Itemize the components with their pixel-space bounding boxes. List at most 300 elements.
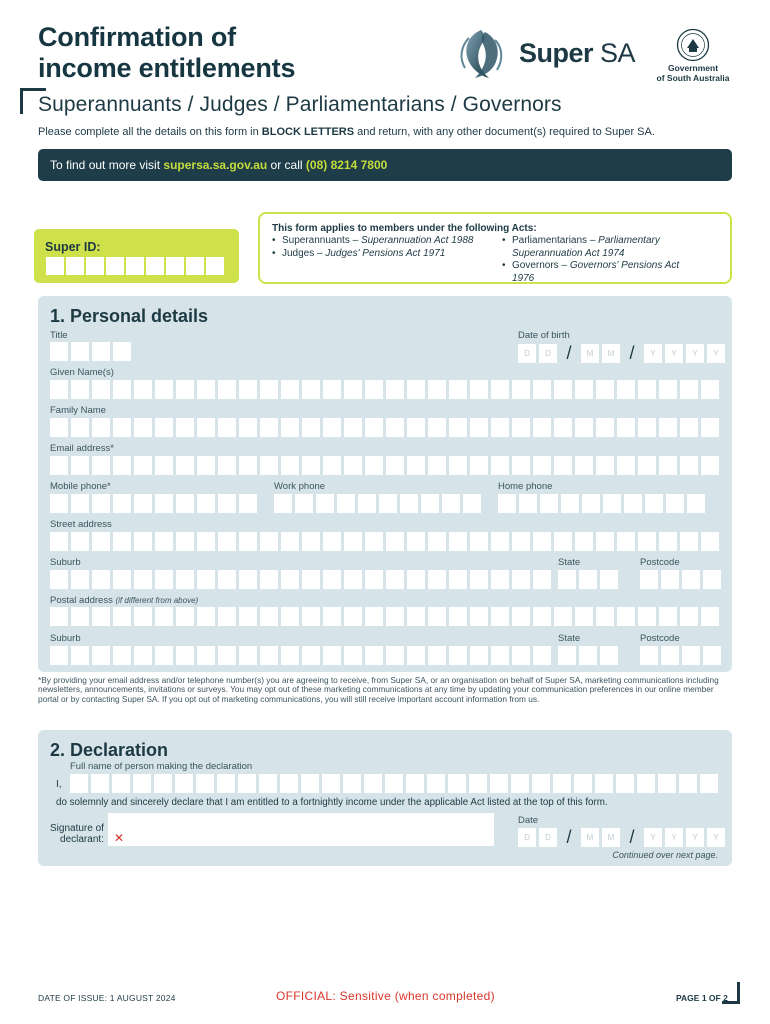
char-box[interactable]: [533, 570, 551, 589]
char-box[interactable]: [659, 456, 677, 475]
char-box[interactable]: [554, 532, 572, 551]
char-box[interactable]: [617, 607, 635, 626]
char-box[interactable]: [302, 532, 320, 551]
char-box[interactable]: [322, 774, 340, 793]
char-box[interactable]: [155, 418, 173, 437]
char-box[interactable]: [302, 418, 320, 437]
char-box[interactable]: [218, 646, 236, 665]
char-box[interactable]: [197, 456, 215, 475]
char-box[interactable]: [600, 570, 618, 589]
char-box[interactable]: [575, 456, 593, 475]
char-box[interactable]: [659, 380, 677, 399]
char-box[interactable]: [176, 380, 194, 399]
char-box[interactable]: [512, 532, 530, 551]
char-box[interactable]: [428, 456, 446, 475]
char-box[interactable]: [259, 774, 277, 793]
char-box[interactable]: [637, 774, 655, 793]
char-box[interactable]: [703, 646, 721, 665]
char-box[interactable]: [533, 607, 551, 626]
day-box[interactable]: D: [539, 344, 557, 363]
char-box[interactable]: [386, 607, 404, 626]
char-box[interactable]: [511, 774, 529, 793]
char-box[interactable]: [50, 532, 68, 551]
char-box[interactable]: [71, 532, 89, 551]
char-box[interactable]: [554, 380, 572, 399]
year-box[interactable]: Y: [686, 344, 704, 363]
char-box[interactable]: [386, 570, 404, 589]
char-box[interactable]: [274, 494, 292, 513]
char-box[interactable]: [442, 494, 460, 513]
char-box[interactable]: [600, 646, 618, 665]
char-box[interactable]: [113, 570, 131, 589]
char-box[interactable]: [91, 774, 109, 793]
year-box[interactable]: Y: [665, 344, 683, 363]
char-box[interactable]: [238, 774, 256, 793]
char-box[interactable]: [449, 607, 467, 626]
char-box[interactable]: [645, 494, 663, 513]
char-box[interactable]: [596, 607, 614, 626]
char-box[interactable]: [386, 532, 404, 551]
char-box[interactable]: [638, 418, 656, 437]
char-box[interactable]: [638, 532, 656, 551]
char-box[interactable]: [239, 532, 257, 551]
char-box[interactable]: [554, 456, 572, 475]
char-box[interactable]: [616, 774, 634, 793]
char-box[interactable]: [113, 380, 131, 399]
char-box[interactable]: [344, 380, 362, 399]
char-box[interactable]: [680, 418, 698, 437]
char-box[interactable]: [134, 607, 152, 626]
char-box[interactable]: [197, 380, 215, 399]
char-box[interactable]: [281, 570, 299, 589]
char-box[interactable]: [323, 532, 341, 551]
char-box[interactable]: [558, 570, 576, 589]
char-box[interactable]: [197, 418, 215, 437]
char-box[interactable]: [134, 494, 152, 513]
char-box[interactable]: [533, 418, 551, 437]
char-box[interactable]: [126, 257, 144, 275]
char-box[interactable]: [491, 380, 509, 399]
char-box[interactable]: [428, 418, 446, 437]
char-box[interactable]: [260, 418, 278, 437]
char-box[interactable]: [533, 456, 551, 475]
char-box[interactable]: [71, 456, 89, 475]
char-box[interactable]: [491, 418, 509, 437]
char-box[interactable]: [661, 646, 679, 665]
char-box[interactable]: [448, 774, 466, 793]
char-box[interactable]: [400, 494, 418, 513]
family-name-input[interactable]: [50, 418, 722, 437]
char-box[interactable]: [701, 418, 719, 437]
char-box[interactable]: [280, 774, 298, 793]
char-box[interactable]: [197, 494, 215, 513]
char-box[interactable]: [71, 342, 89, 361]
char-box[interactable]: [113, 532, 131, 551]
char-box[interactable]: [166, 257, 184, 275]
char-box[interactable]: [449, 570, 467, 589]
char-box[interactable]: [106, 257, 124, 275]
char-box[interactable]: [407, 418, 425, 437]
char-box[interactable]: [680, 607, 698, 626]
char-box[interactable]: [302, 607, 320, 626]
char-box[interactable]: [92, 646, 110, 665]
char-box[interactable]: [386, 456, 404, 475]
char-box[interactable]: [113, 607, 131, 626]
char-box[interactable]: [239, 646, 257, 665]
char-box[interactable]: [197, 646, 215, 665]
char-box[interactable]: [512, 646, 530, 665]
char-box[interactable]: [553, 774, 571, 793]
char-box[interactable]: [596, 418, 614, 437]
char-box[interactable]: [344, 570, 362, 589]
char-box[interactable]: [71, 570, 89, 589]
char-box[interactable]: [155, 570, 173, 589]
char-box[interactable]: [658, 774, 676, 793]
char-box[interactable]: [323, 646, 341, 665]
char-box[interactable]: [386, 380, 404, 399]
char-box[interactable]: [638, 380, 656, 399]
char-box[interactable]: [154, 774, 172, 793]
char-box[interactable]: [302, 570, 320, 589]
char-box[interactable]: [407, 607, 425, 626]
postal-suburb-input[interactable]: [50, 646, 554, 665]
char-box[interactable]: [176, 607, 194, 626]
char-box[interactable]: [260, 380, 278, 399]
year-box[interactable]: Y: [707, 344, 725, 363]
char-box[interactable]: [217, 774, 235, 793]
char-box[interactable]: [134, 570, 152, 589]
char-box[interactable]: [407, 532, 425, 551]
char-box[interactable]: [532, 774, 550, 793]
char-box[interactable]: [281, 532, 299, 551]
char-box[interactable]: [50, 570, 68, 589]
char-box[interactable]: [428, 570, 446, 589]
char-box[interactable]: [176, 456, 194, 475]
char-box[interactable]: [176, 532, 194, 551]
title-input[interactable]: [50, 342, 134, 361]
char-box[interactable]: [260, 570, 278, 589]
char-box[interactable]: [596, 380, 614, 399]
char-box[interactable]: [364, 774, 382, 793]
char-box[interactable]: [186, 257, 204, 275]
char-box[interactable]: [421, 494, 439, 513]
char-box[interactable]: [463, 494, 481, 513]
char-box[interactable]: [146, 257, 164, 275]
char-box[interactable]: [701, 456, 719, 475]
char-box[interactable]: [659, 607, 677, 626]
char-box[interactable]: [579, 646, 597, 665]
char-box[interactable]: [469, 774, 487, 793]
char-box[interactable]: [155, 380, 173, 399]
super-id-input[interactable]: [46, 257, 226, 275]
char-box[interactable]: [491, 646, 509, 665]
char-box[interactable]: [176, 646, 194, 665]
char-box[interactable]: [218, 456, 236, 475]
email-input[interactable]: [50, 456, 722, 475]
char-box[interactable]: [385, 774, 403, 793]
char-box[interactable]: [428, 380, 446, 399]
postal-address-input[interactable]: [50, 607, 722, 626]
char-box[interactable]: [491, 456, 509, 475]
char-box[interactable]: [358, 494, 376, 513]
char-box[interactable]: [302, 646, 320, 665]
month-box[interactable]: M: [602, 828, 620, 847]
char-box[interactable]: [596, 456, 614, 475]
char-box[interactable]: [302, 380, 320, 399]
char-box[interactable]: [428, 646, 446, 665]
char-box[interactable]: [666, 494, 684, 513]
char-box[interactable]: [344, 456, 362, 475]
char-box[interactable]: [218, 380, 236, 399]
char-box[interactable]: [344, 607, 362, 626]
char-box[interactable]: [112, 774, 130, 793]
char-box[interactable]: [512, 607, 530, 626]
char-box[interactable]: [407, 646, 425, 665]
char-box[interactable]: [470, 380, 488, 399]
char-box[interactable]: [407, 456, 425, 475]
char-box[interactable]: [92, 342, 110, 361]
char-box[interactable]: [470, 532, 488, 551]
char-box[interactable]: [206, 257, 224, 275]
char-box[interactable]: [344, 646, 362, 665]
char-box[interactable]: [323, 607, 341, 626]
char-box[interactable]: [155, 456, 173, 475]
char-box[interactable]: [92, 456, 110, 475]
year-box[interactable]: Y: [686, 828, 704, 847]
char-box[interactable]: [134, 646, 152, 665]
char-box[interactable]: [365, 646, 383, 665]
char-box[interactable]: [703, 570, 721, 589]
char-box[interactable]: [579, 570, 597, 589]
home-phone-input[interactable]: [498, 494, 708, 513]
char-box[interactable]: [407, 380, 425, 399]
char-box[interactable]: [407, 570, 425, 589]
signature-field[interactable]: [108, 813, 494, 846]
char-box[interactable]: [239, 494, 257, 513]
website-link[interactable]: supersa.sa.gov.au: [163, 158, 268, 172]
char-box[interactable]: [449, 418, 467, 437]
postal-state-input[interactable]: [558, 646, 621, 665]
char-box[interactable]: [281, 456, 299, 475]
char-box[interactable]: [659, 532, 677, 551]
char-box[interactable]: [512, 456, 530, 475]
char-box[interactable]: [640, 646, 658, 665]
char-box[interactable]: [218, 532, 236, 551]
char-box[interactable]: [113, 494, 131, 513]
char-box[interactable]: [680, 380, 698, 399]
char-box[interactable]: [470, 456, 488, 475]
char-box[interactable]: [197, 532, 215, 551]
char-box[interactable]: [365, 380, 383, 399]
char-box[interactable]: [596, 532, 614, 551]
char-box[interactable]: [574, 774, 592, 793]
char-box[interactable]: [133, 774, 151, 793]
char-box[interactable]: [701, 380, 719, 399]
char-box[interactable]: [344, 418, 362, 437]
char-box[interactable]: [603, 494, 621, 513]
char-box[interactable]: [70, 774, 88, 793]
char-box[interactable]: [687, 494, 705, 513]
char-box[interactable]: [176, 494, 194, 513]
char-box[interactable]: [92, 418, 110, 437]
char-box[interactable]: [281, 646, 299, 665]
char-box[interactable]: [134, 380, 152, 399]
char-box[interactable]: [260, 532, 278, 551]
char-box[interactable]: [638, 607, 656, 626]
char-box[interactable]: [575, 380, 593, 399]
char-box[interactable]: [449, 646, 467, 665]
street-address-input[interactable]: [50, 532, 722, 551]
char-box[interactable]: [617, 532, 635, 551]
char-box[interactable]: [428, 532, 446, 551]
char-box[interactable]: [682, 570, 700, 589]
char-box[interactable]: [365, 607, 383, 626]
char-box[interactable]: [582, 494, 600, 513]
char-box[interactable]: [113, 418, 131, 437]
char-box[interactable]: [155, 607, 173, 626]
char-box[interactable]: [491, 607, 509, 626]
char-box[interactable]: [491, 570, 509, 589]
char-box[interactable]: [449, 456, 467, 475]
char-box[interactable]: [540, 494, 558, 513]
char-box[interactable]: [682, 646, 700, 665]
char-box[interactable]: [701, 607, 719, 626]
day-box[interactable]: D: [518, 344, 536, 363]
year-box[interactable]: Y: [644, 828, 662, 847]
year-box[interactable]: Y: [707, 828, 725, 847]
char-box[interactable]: [659, 418, 677, 437]
year-box[interactable]: Y: [665, 828, 683, 847]
char-box[interactable]: [512, 570, 530, 589]
char-box[interactable]: [92, 570, 110, 589]
char-box[interactable]: [491, 532, 509, 551]
char-box[interactable]: [575, 532, 593, 551]
char-box[interactable]: [176, 570, 194, 589]
char-box[interactable]: [134, 418, 152, 437]
char-box[interactable]: [239, 418, 257, 437]
char-box[interactable]: [155, 494, 173, 513]
month-box[interactable]: M: [581, 344, 599, 363]
char-box[interactable]: [239, 570, 257, 589]
postcode-input[interactable]: [640, 570, 724, 589]
month-box[interactable]: M: [602, 344, 620, 363]
char-box[interactable]: [680, 532, 698, 551]
char-box[interactable]: [365, 570, 383, 589]
char-box[interactable]: [66, 257, 84, 275]
char-box[interactable]: [661, 570, 679, 589]
char-box[interactable]: [470, 570, 488, 589]
char-box[interactable]: [701, 532, 719, 551]
char-box[interactable]: [427, 774, 445, 793]
char-box[interactable]: [512, 380, 530, 399]
char-box[interactable]: [498, 494, 516, 513]
char-box[interactable]: [50, 607, 68, 626]
char-box[interactable]: [92, 607, 110, 626]
char-box[interactable]: [71, 646, 89, 665]
char-box[interactable]: [239, 380, 257, 399]
phone-link[interactable]: (08) 8214 7800: [305, 158, 388, 172]
char-box[interactable]: [700, 774, 718, 793]
char-box[interactable]: [50, 380, 68, 399]
char-box[interactable]: [343, 774, 361, 793]
char-box[interactable]: [323, 418, 341, 437]
char-box[interactable]: [176, 418, 194, 437]
char-box[interactable]: [50, 646, 68, 665]
char-box[interactable]: [134, 456, 152, 475]
char-box[interactable]: [316, 494, 334, 513]
char-box[interactable]: [155, 532, 173, 551]
char-box[interactable]: [638, 456, 656, 475]
char-box[interactable]: [386, 418, 404, 437]
state-input[interactable]: [558, 570, 621, 589]
char-box[interactable]: [218, 494, 236, 513]
char-box[interactable]: [197, 570, 215, 589]
given-name-input[interactable]: [50, 380, 722, 399]
char-box[interactable]: [71, 380, 89, 399]
char-box[interactable]: [428, 607, 446, 626]
char-box[interactable]: [554, 607, 572, 626]
day-box[interactable]: D: [518, 828, 536, 847]
char-box[interactable]: [50, 494, 68, 513]
char-box[interactable]: [281, 380, 299, 399]
char-box[interactable]: [323, 456, 341, 475]
char-box[interactable]: [365, 532, 383, 551]
char-box[interactable]: [134, 532, 152, 551]
dob-input[interactable]: [518, 343, 728, 364]
char-box[interactable]: [260, 646, 278, 665]
char-box[interactable]: [554, 418, 572, 437]
char-box[interactable]: [113, 456, 131, 475]
char-box[interactable]: [470, 607, 488, 626]
char-box[interactable]: [575, 607, 593, 626]
char-box[interactable]: [239, 456, 257, 475]
char-box[interactable]: [50, 456, 68, 475]
char-box[interactable]: [218, 607, 236, 626]
char-box[interactable]: [175, 774, 193, 793]
char-box[interactable]: [490, 774, 508, 793]
char-box[interactable]: [323, 570, 341, 589]
char-box[interactable]: [50, 418, 68, 437]
char-box[interactable]: [640, 570, 658, 589]
char-box[interactable]: [470, 646, 488, 665]
char-box[interactable]: [155, 646, 173, 665]
char-box[interactable]: [575, 418, 593, 437]
char-box[interactable]: [196, 774, 214, 793]
char-box[interactable]: [92, 494, 110, 513]
suburb-input[interactable]: [50, 570, 554, 589]
char-box[interactable]: [561, 494, 579, 513]
char-box[interactable]: [92, 532, 110, 551]
char-box[interactable]: [533, 646, 551, 665]
char-box[interactable]: [281, 418, 299, 437]
char-box[interactable]: [260, 607, 278, 626]
char-box[interactable]: [86, 257, 104, 275]
year-box[interactable]: Y: [644, 344, 662, 363]
char-box[interactable]: [301, 774, 319, 793]
char-box[interactable]: [323, 380, 341, 399]
char-box[interactable]: [533, 380, 551, 399]
char-box[interactable]: [218, 570, 236, 589]
char-box[interactable]: [595, 774, 613, 793]
char-box[interactable]: [197, 607, 215, 626]
char-box[interactable]: [617, 418, 635, 437]
char-box[interactable]: [617, 456, 635, 475]
char-box[interactable]: [624, 494, 642, 513]
char-box[interactable]: [71, 494, 89, 513]
char-box[interactable]: [449, 380, 467, 399]
char-box[interactable]: [239, 607, 257, 626]
char-box[interactable]: [260, 456, 278, 475]
